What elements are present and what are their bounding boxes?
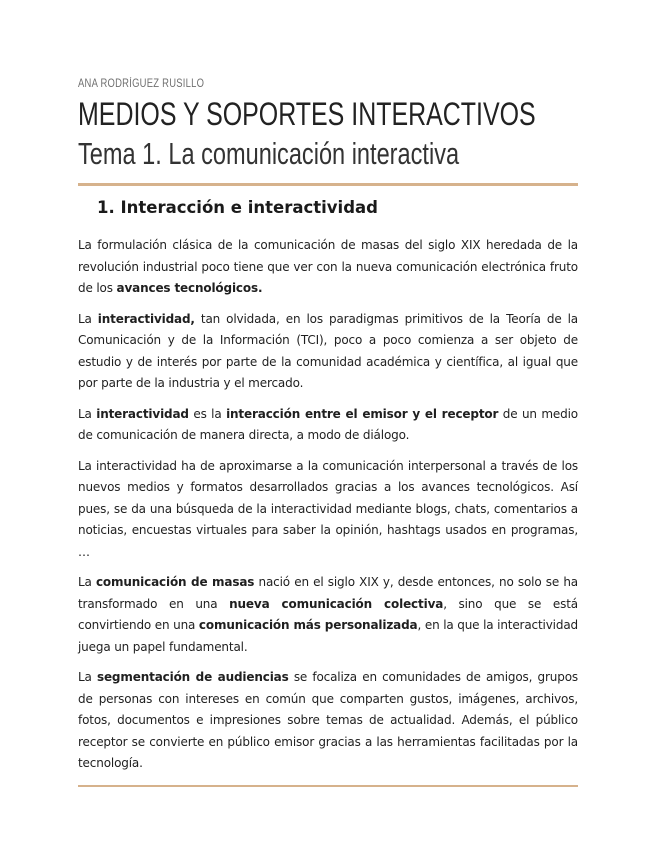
bold-run: interactividad, bbox=[97, 311, 195, 326]
text-run: La formulación clásica de la comunicación de masas del siglo XIX heredada de la revolución industrial poco tiene que ver con la nueva comunicación electrónica fruto de los bbox=[78, 238, 578, 295]
bold-run: comunicación de masas bbox=[95, 575, 255, 589]
text-run: nació en el siglo XIX y, desde entonces, no solo se ha transformado en una bbox=[78, 575, 578, 611]
course-title: MEDIOS Y SOPORTES INTERACTIVOS bbox=[78, 96, 536, 132]
text-run: tan olvidada, en los paradigmas primitivos de la Teoría de la Comunicación y de la Información (TCI), poco a poco comienza a ser objeto de estudio y de interés por parte de la comunidad académica y científica, al igual que por parte de la industria y el mercado. bbox=[78, 311, 578, 390]
bold-run: interactividad bbox=[96, 406, 189, 421]
bold-run: comunicación más personalizada bbox=[198, 618, 418, 632]
text-run: La bbox=[78, 311, 98, 326]
text-run: , sino que se está convirtiendo en una bbox=[78, 596, 579, 632]
bold-run: nueva comunicación colectiva bbox=[229, 596, 444, 611]
bold-run: interacción entre el emisor y el receptor bbox=[226, 406, 499, 421]
paragraph-6 bbox=[78, 667, 578, 775]
paragraph-4 bbox=[78, 456, 578, 564]
footer-divider bbox=[78, 785, 578, 787]
text-run: es la bbox=[188, 406, 227, 421]
body-text bbox=[78, 235, 578, 784]
paragraph-3 bbox=[78, 404, 578, 447]
header-divider bbox=[78, 183, 578, 186]
author-name: ANA RODRÍGUEZ RUSILLO bbox=[78, 78, 205, 90]
text-run: La bbox=[78, 575, 96, 589]
text-run: La bbox=[78, 406, 97, 421]
bold-run: segmentación de audiencias bbox=[96, 670, 289, 684]
topic-title: Tema 1. La comunicación interactiva bbox=[78, 136, 460, 171]
paragraph-1 bbox=[78, 235, 578, 300]
text-run: , en la que la interactividad juega un papel fundamental. bbox=[78, 618, 579, 654]
text-run: se focaliza en comunidades de amigos, grupos de personas con intereses en común que comparten gustos, imágenes, archivos, fotos, documentos e impresiones sobre temas de actualidad. Además, el público receptor se convierte en público emisor gracias a las herramientas facilitadas por la tecnología. bbox=[78, 670, 578, 770]
paragraph-5 bbox=[78, 572, 578, 658]
text-run: de un medio de comunicación de manera directa, a modo de diálogo. bbox=[78, 406, 578, 442]
text-run: La interactividad ha de aproximarse a la comunicación interpersonal a través de los nuevos medios y formatos desarrollados gracias a los avances tecnológicos. Así pues, se da una búsqueda de la interactividad mediante blogs, chats, comentarios a noticias, encuestas virtuales para saber la opinión, hashtags usados en programas, … bbox=[78, 458, 578, 559]
text-run: La bbox=[78, 670, 97, 684]
bold-run: avances tecnológicos. bbox=[116, 281, 263, 295]
section-heading: 1. Interacción e interactividad bbox=[97, 198, 378, 217]
paragraph-2 bbox=[78, 309, 578, 395]
